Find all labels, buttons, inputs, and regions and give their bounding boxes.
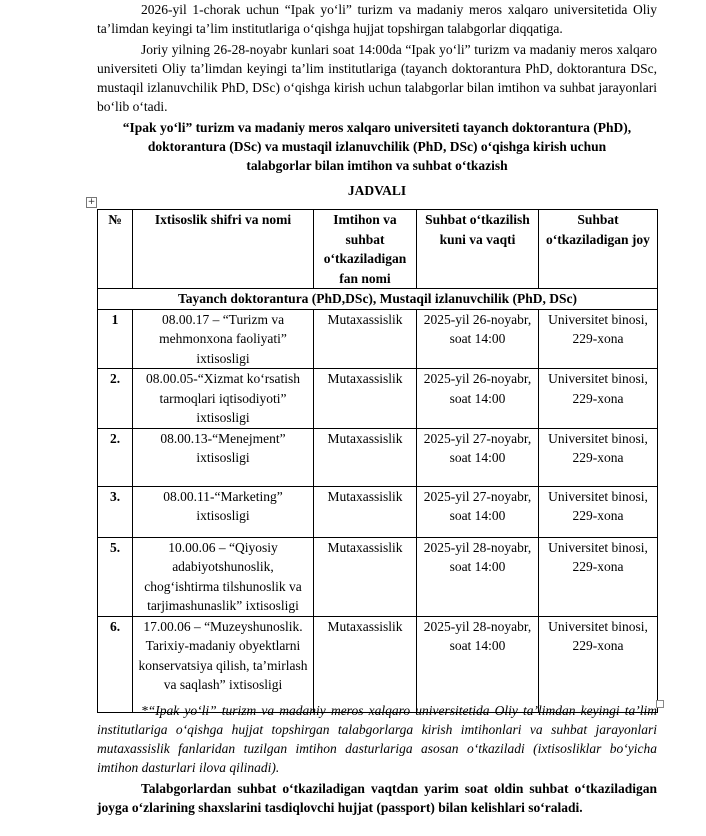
title-jadvali: JADVALI xyxy=(347,183,407,198)
table-group-row xyxy=(98,289,658,310)
table-move-handle-icon[interactable]: + xyxy=(87,197,96,207)
table-row xyxy=(98,309,658,369)
row-specialty: 17.00.06 – “Muzeyshunoslik. Tarixiy-madaniy obyektlarni konservatsiya qilish, ta’mirlash va saqlash” ixtisosligi xyxy=(133,616,314,712)
row-datetime: 2025-yil 27-noyabr, soat 14:00 xyxy=(417,428,539,486)
title-line-1: “Ipak yo‘li” turizm va madaniy meros xalqaro universiteti tayanch doktorantura (PhD), xyxy=(122,120,632,135)
table-row xyxy=(98,486,658,537)
row-datetime: 2025-yil 28-noyabr, soat 14:00 xyxy=(417,616,539,712)
intro-paragraph-2: Joriy yilning 26-28-noyabr kunlari soat 14:00da “Ipak yo‘li” turizm va madaniy meros xalqaro universiteti Oliy ta’limdan keyingi ta’lim institutlariga (tayanch doktorantura PhD, doktorantura DSc, mustaqil izlanuvchilik PhD, DSc) o‘qishga kirish uchun talabgorlar bilan imtihon va suhbat jarayonlari bo‘lib o‘tadi. xyxy=(97,42,657,114)
intro-paragraph-1: 2026-yil 1-chorak uchun “Ipak yo‘li” turizm va madaniy meros xalqaro universitetida Oliy ta’limdan keyingi ta’lim institutlariga o‘qishga hujjat topshirgan talabgorlar diqqatiga. xyxy=(97,2,657,36)
footnote: *“Ipak yo‘li” turizm va madaniy meros xalqaro universitetida Oliy ta’limdan keyingi ta’lim institutlariga o‘qishga hujjat topshirgan talabgorlarga kirish imtihonlari va suhbat jarayonlari mutaxassislik fanlaridan tuzilgan imtihon dasturlariga asosan o‘tkaziladi (ixtisosliklar bo‘yicha imtihon dasturlari ilova qilinadi). xyxy=(97,703,657,775)
row-num: 1 xyxy=(98,309,133,369)
header-num: № xyxy=(98,210,133,289)
row-num: 3. xyxy=(98,486,133,537)
table-row xyxy=(98,537,658,616)
group-label: Tayanch doktorantura (PhD,DSc), Mustaqil izlanuvchilik (PhD, DSc) xyxy=(98,289,658,310)
row-subject: Mutaxassislik xyxy=(314,428,417,486)
table-row xyxy=(98,369,658,429)
row-specialty: 08.00.05-“Xizmat ko‘rsatish tarmoqlari iqtisodiyoti” ixtisosligi xyxy=(133,369,314,429)
row-num: 2. xyxy=(98,428,133,486)
row-specialty: 10.00.06 – “Qiyosiy adabiyotshunoslik, chog‘ishtirma tilshunoslik va tarjimashunaslik” ixtisosligi xyxy=(133,537,314,616)
row-place: Universitet binosi, 229-xona xyxy=(539,309,658,369)
header-datetime: Suhbat o‘tkazilish kuni va vaqti xyxy=(417,210,539,289)
table-resize-handle-icon[interactable] xyxy=(656,700,664,708)
row-subject: Mutaxassislik xyxy=(314,616,417,712)
title-line-3: talabgorlar bilan imtihon va suhbat o‘tkazish xyxy=(246,158,508,173)
row-datetime: 2025-yil 26-noyabr, soat 14:00 xyxy=(417,309,539,369)
row-specialty: 08.00.13-“Menejment” ixtisosligi xyxy=(133,428,314,486)
table-row xyxy=(98,616,658,712)
header-place: Suhbat o‘tkaziladigan joy xyxy=(539,210,658,289)
row-place: Universitet binosi, 229-xona xyxy=(539,537,658,616)
row-specialty: 08.00.11-“Marketing” ixtisosligi xyxy=(133,486,314,537)
closing-paragraph: Talabgorlardan suhbat o‘tkaziladigan vaqtdan yarim soat oldin suhbat o‘tkaziladigan joyga o‘zlarining shaxslarini tasdiqlovchi hujjat (passport) bilan kelishlari so‘raladi. xyxy=(97,781,657,815)
table-row xyxy=(98,428,658,486)
row-datetime: 2025-yil 28-noyabr, soat 14:00 xyxy=(417,537,539,616)
title-line-2: doktorantura (DSc) va mustaqil izlanuvchilik (PhD, DSc) o‘qishga kirish uchun xyxy=(147,139,607,154)
header-specialty: Ixtisoslik shifri va nomi xyxy=(133,210,314,289)
row-datetime: 2025-yil 26-noyabr, soat 14:00 xyxy=(417,369,539,429)
row-subject: Mutaxassislik xyxy=(314,486,417,537)
row-subject: Mutaxassislik xyxy=(314,537,417,616)
row-place: Universitet binosi, 229-xona xyxy=(539,616,658,712)
row-place: Universitet binosi, 229-xona xyxy=(539,486,658,537)
schedule-table xyxy=(97,209,658,713)
row-num: 2. xyxy=(98,369,133,429)
row-place: Universitet binosi, 229-xona xyxy=(539,369,658,429)
row-datetime: 2025-yil 27-noyabr, soat 14:00 xyxy=(417,486,539,537)
row-place: Universitet binosi, 229-xona xyxy=(539,428,658,486)
row-subject: Mutaxassislik xyxy=(314,309,417,369)
row-num: 5. xyxy=(98,537,133,616)
row-specialty: 08.00.17 – “Turizm va mehmonxona faoliyati” ixtisosligi xyxy=(133,309,314,369)
row-subject: Mutaxassislik xyxy=(314,369,417,429)
header-subject: Imtihon va suhbat o‘tkaziladigan fan nomi xyxy=(314,210,417,289)
row-num: 6. xyxy=(98,616,133,712)
table-header-row xyxy=(98,210,658,289)
